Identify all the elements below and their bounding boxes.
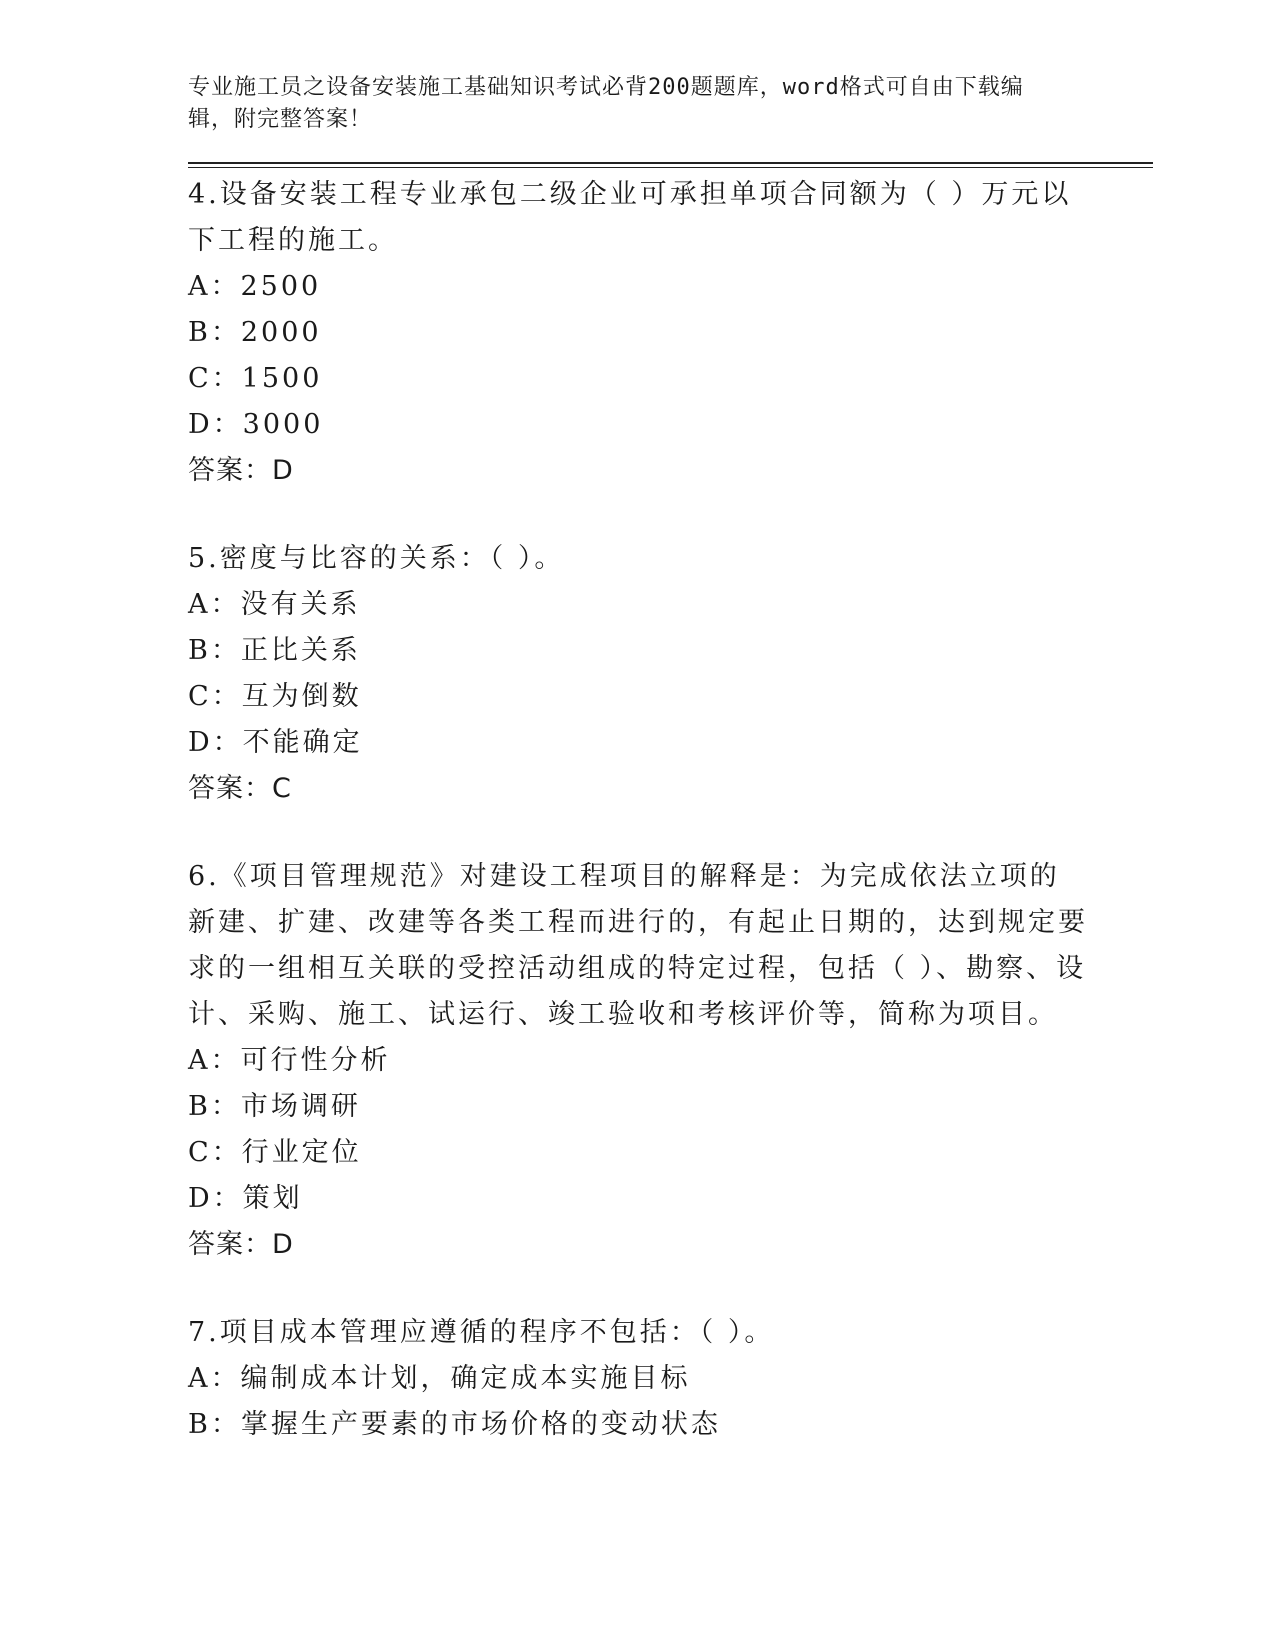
option-text: 编制成本计划，确定成本实施目标 <box>240 1363 691 1394</box>
question-text: 4.设备安装工程专业承包二级企业可承担单项合同额为（ ）万元以下工程的施工。 <box>188 179 1072 256</box>
option-b <box>188 1402 1148 1448</box>
option-key: A： <box>188 1363 241 1394</box>
option-text: 正比关系 <box>240 635 361 666</box>
option-d <box>188 1176 1148 1222</box>
option-text: 可行性分析 <box>240 1045 391 1076</box>
option-a <box>188 582 1148 628</box>
option-key: C： <box>188 681 242 712</box>
question-text: 7.项目成本管理应遵循的程序不包括：（ ）。 <box>188 1317 775 1348</box>
option-text: 2000 <box>240 317 322 348</box>
option-key: B： <box>188 1409 241 1440</box>
option-key: A： <box>188 1045 241 1076</box>
option-key: C： <box>188 363 242 394</box>
answer: 答案：D <box>188 1229 294 1260</box>
question-4 <box>188 172 1148 494</box>
option-key: D： <box>188 409 243 440</box>
option-key: B： <box>188 1091 241 1122</box>
option-c <box>188 674 1148 720</box>
option-key: B： <box>188 635 241 666</box>
option-text: 市场调研 <box>240 1091 361 1122</box>
option-text: 掌握生产要素的市场价格的变动状态 <box>240 1409 721 1440</box>
option-d <box>188 720 1148 766</box>
answer: 答案：D <box>188 455 294 486</box>
option-key: A： <box>188 589 241 620</box>
question-text: 6.《项目管理规范》对建设工程项目的解释是：为完成依法立项的新建、扩建、改建等各类工程而进行的，有起止日期的，达到规定要求的一组相互关联的受控活动组成的特定过程，包括（ ）、勘察、设计、采购、施工、试运行、竣工验收和考核评价等，简称为项目。 <box>188 861 1088 1030</box>
option-text: 3000 <box>242 409 324 440</box>
question-list <box>188 172 1148 1448</box>
option-text: 互为倒数 <box>241 681 362 712</box>
option-a <box>188 264 1148 310</box>
answer: 答案：C <box>188 773 292 804</box>
option-a <box>188 1356 1148 1402</box>
option-c <box>188 1130 1148 1176</box>
option-text: 1500 <box>241 363 323 394</box>
option-key: A： <box>188 271 241 302</box>
option-a <box>188 1038 1148 1084</box>
document-page <box>188 72 1148 1490</box>
option-d <box>188 402 1148 448</box>
option-key: C： <box>188 1137 242 1168</box>
question-5 <box>188 536 1148 812</box>
option-text: 2500 <box>240 271 322 302</box>
option-text: 行业定位 <box>241 1137 362 1168</box>
question-7 <box>188 1310 1148 1448</box>
option-text: 策划 <box>242 1183 303 1214</box>
option-b <box>188 628 1148 674</box>
option-c <box>188 356 1148 402</box>
question-text: 5.密度与比容的关系：（ ）。 <box>188 543 565 574</box>
option-key: D： <box>188 727 243 758</box>
question-6 <box>188 854 1148 1268</box>
document-header: 专业施工员之设备安装施工基础知识考试必背200题题库，word格式可自由下载编辑，附完整答案！ <box>188 75 1024 132</box>
option-text: 不能确定 <box>242 727 363 758</box>
option-text: 没有关系 <box>240 589 361 620</box>
option-key: D： <box>188 1183 243 1214</box>
option-b <box>188 310 1148 356</box>
header-divider <box>188 162 1153 168</box>
option-key: B： <box>188 317 241 348</box>
option-b <box>188 1084 1148 1130</box>
